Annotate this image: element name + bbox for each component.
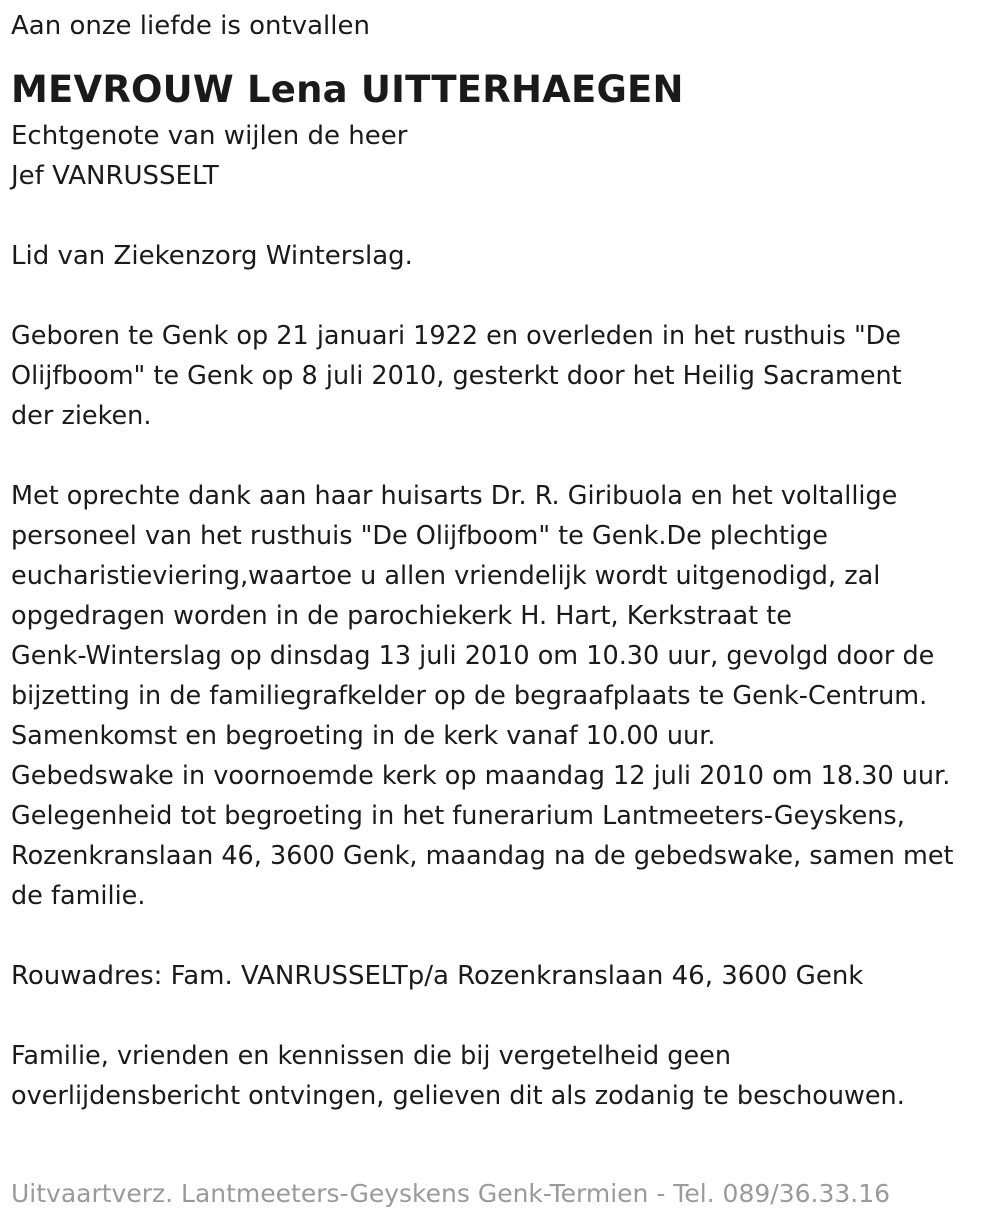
text-line: Met oprechte dank aan haar huisarts Dr. R. Giribuola en het voltallige [11,481,898,511]
membership-text: Lid van Ziekenzorg Winterslag. [11,241,413,271]
text-line: de familie. [11,881,146,911]
text-line: bijzetting in de familiegrafkelder op de begraafplaats te Genk-Centrum. [11,681,928,711]
spouse-line-1: Echtgenote van wijlen de heer [11,121,408,151]
text-line: Geboren te Genk op 21 januari 1922 en overleden in het rusthuis "De [11,321,901,351]
birth-death-paragraph [11,316,989,436]
text-line: Familie, vrienden en kennissen die bij vergetelheid geen [11,1041,731,1071]
text-line: der zieken. [11,401,152,431]
text-line: overlijdensbericht ontvingen, gelieven dit als zodanig te beschouwen. [11,1081,905,1111]
text-line: Gelegenheid tot begroeting in het funerarium Lantmeeters-Geyskens, [11,801,905,831]
text-line: Olijfboom" te Genk op 8 juli 2010, gesterkt door het Heilig Sacrament [11,361,902,391]
text-line: eucharistieviering,waartoe u allen vriendelijk wordt uitgenodigd, zal [11,561,881,591]
intro-text: Aan onze liefde is ontvallen [11,11,370,41]
ceremony-paragraph [11,476,989,916]
notice-paragraph [11,1036,989,1116]
deceased-name: MEVROUW Lena UITTERHAEGEN [11,68,684,111]
text-line: personeel van het rusthuis "De Olijfboom" te Genk.De plechtige [11,521,828,551]
text-line: Genk-Winterslag op dinsdag 13 juli 2010 om 10.30 uur, gevolgd door de [11,641,935,671]
funeral-home-footer: Uitvaartverz. Lantmeeters-Geyskens Genk-Termien - Tel. 089/36.33.16 [11,1179,891,1208]
text-line: Rozenkranslaan 46, 3600 Genk, maandag na de gebedswake, samen met [11,841,954,871]
text-line: Gebedswake in voornoemde kerk op maandag 12 juli 2010 om 18.30 uur. [11,761,951,791]
text-line: opgedragen worden in de parochiekerk H. Hart, Kerkstraat te [11,601,792,631]
text-line: Samenkomst en begroeting in de kerk vanaf 10.00 uur. [11,721,716,751]
mourning-address: Rouwadres: Fam. VANRUSSELTp/a Rozenkranslaan 46, 3600 Genk [11,961,864,991]
spouse-line-2: Jef VANRUSSELT [11,161,219,191]
